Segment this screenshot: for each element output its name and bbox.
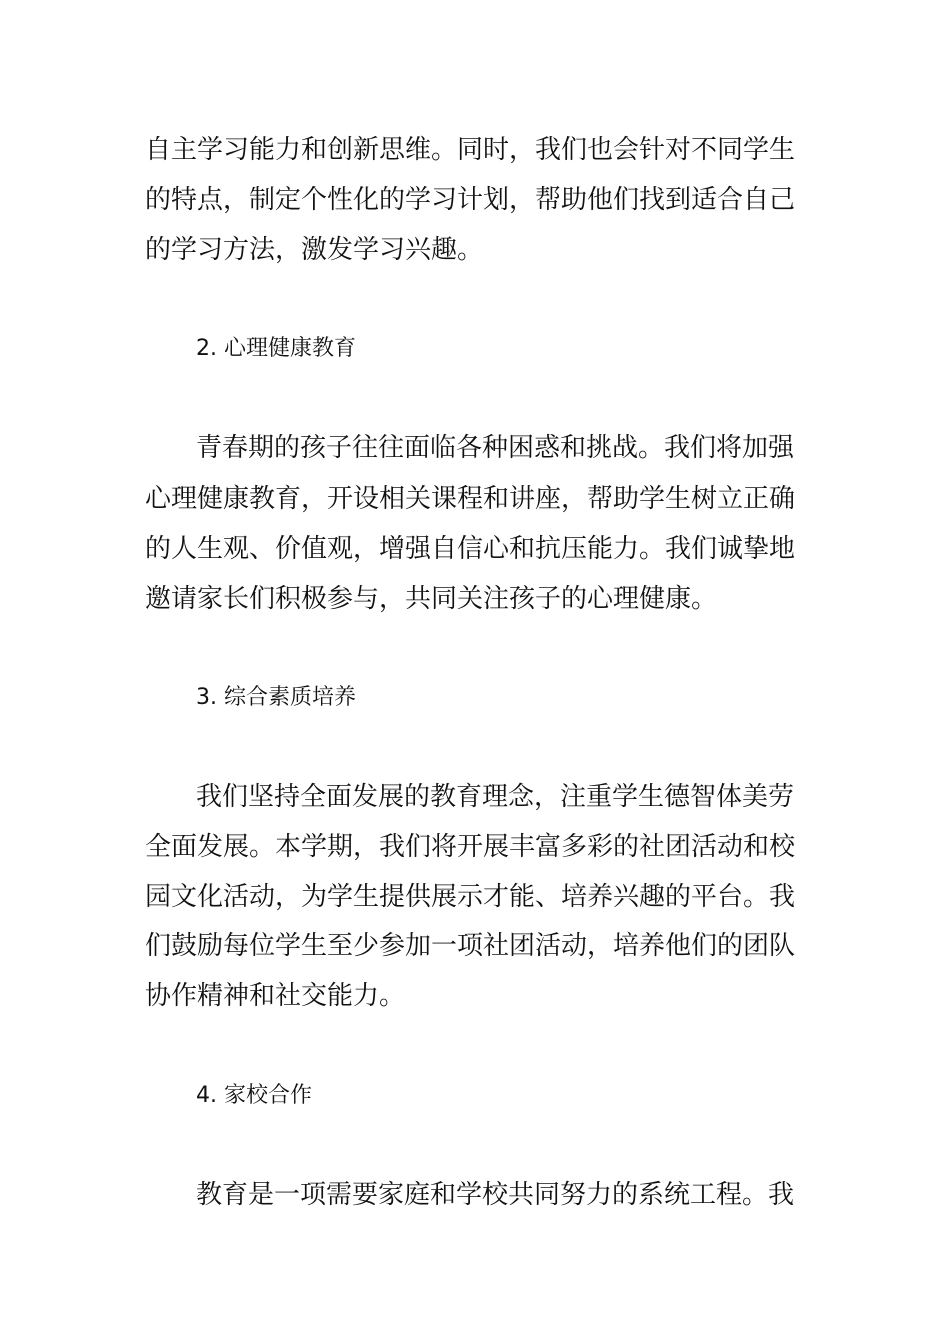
- section-heading: 3. 综合素质培养: [196, 685, 356, 710]
- paragraph-line: 我们坚持全面发展的教育理念，注重学生德智体美劳: [196, 782, 795, 812]
- section-heading: 2. 心理健康教育: [196, 336, 356, 361]
- section-heading: 4. 家校合作: [196, 1083, 312, 1108]
- paragraph-line: 心理健康教育，开设相关课程和讲座，帮助学生树立正确: [145, 484, 796, 514]
- paragraph-line: 邀请家长们积极参与，共同关注孩子的心理健康。: [145, 584, 718, 614]
- paragraph-line: 全面发展。本学期，我们将开展丰富多彩的社团活动和校: [145, 832, 796, 862]
- paragraph-line: 协作精神和社交能力。: [145, 981, 406, 1011]
- paragraph-line: 自主学习能力和创新思维。同时，我们也会针对不同学生: [145, 135, 796, 165]
- paragraph-line: 的学习方法，激发学习兴趣。: [145, 235, 484, 265]
- paragraph-line: 的人生观、价值观，增强自信心和抗压能力。我们诚挚地: [145, 534, 796, 564]
- paragraph-line: 的特点，制定个性化的学习计划，帮助他们找到适合自己: [145, 185, 796, 215]
- paragraph-line: 青春期的孩子往往面临各种困惑和挑战。我们将加强: [196, 433, 795, 463]
- paragraph-line: 园文化活动，为学生提供展示才能、培养兴趣的平台。我: [145, 882, 796, 912]
- paragraph-line: 们鼓励每位学生至少参加一项社团活动，培养他们的团队: [145, 931, 796, 961]
- paragraph-line: 教育是一项需要家庭和学校共同努力的系统工程。我: [196, 1180, 795, 1210]
